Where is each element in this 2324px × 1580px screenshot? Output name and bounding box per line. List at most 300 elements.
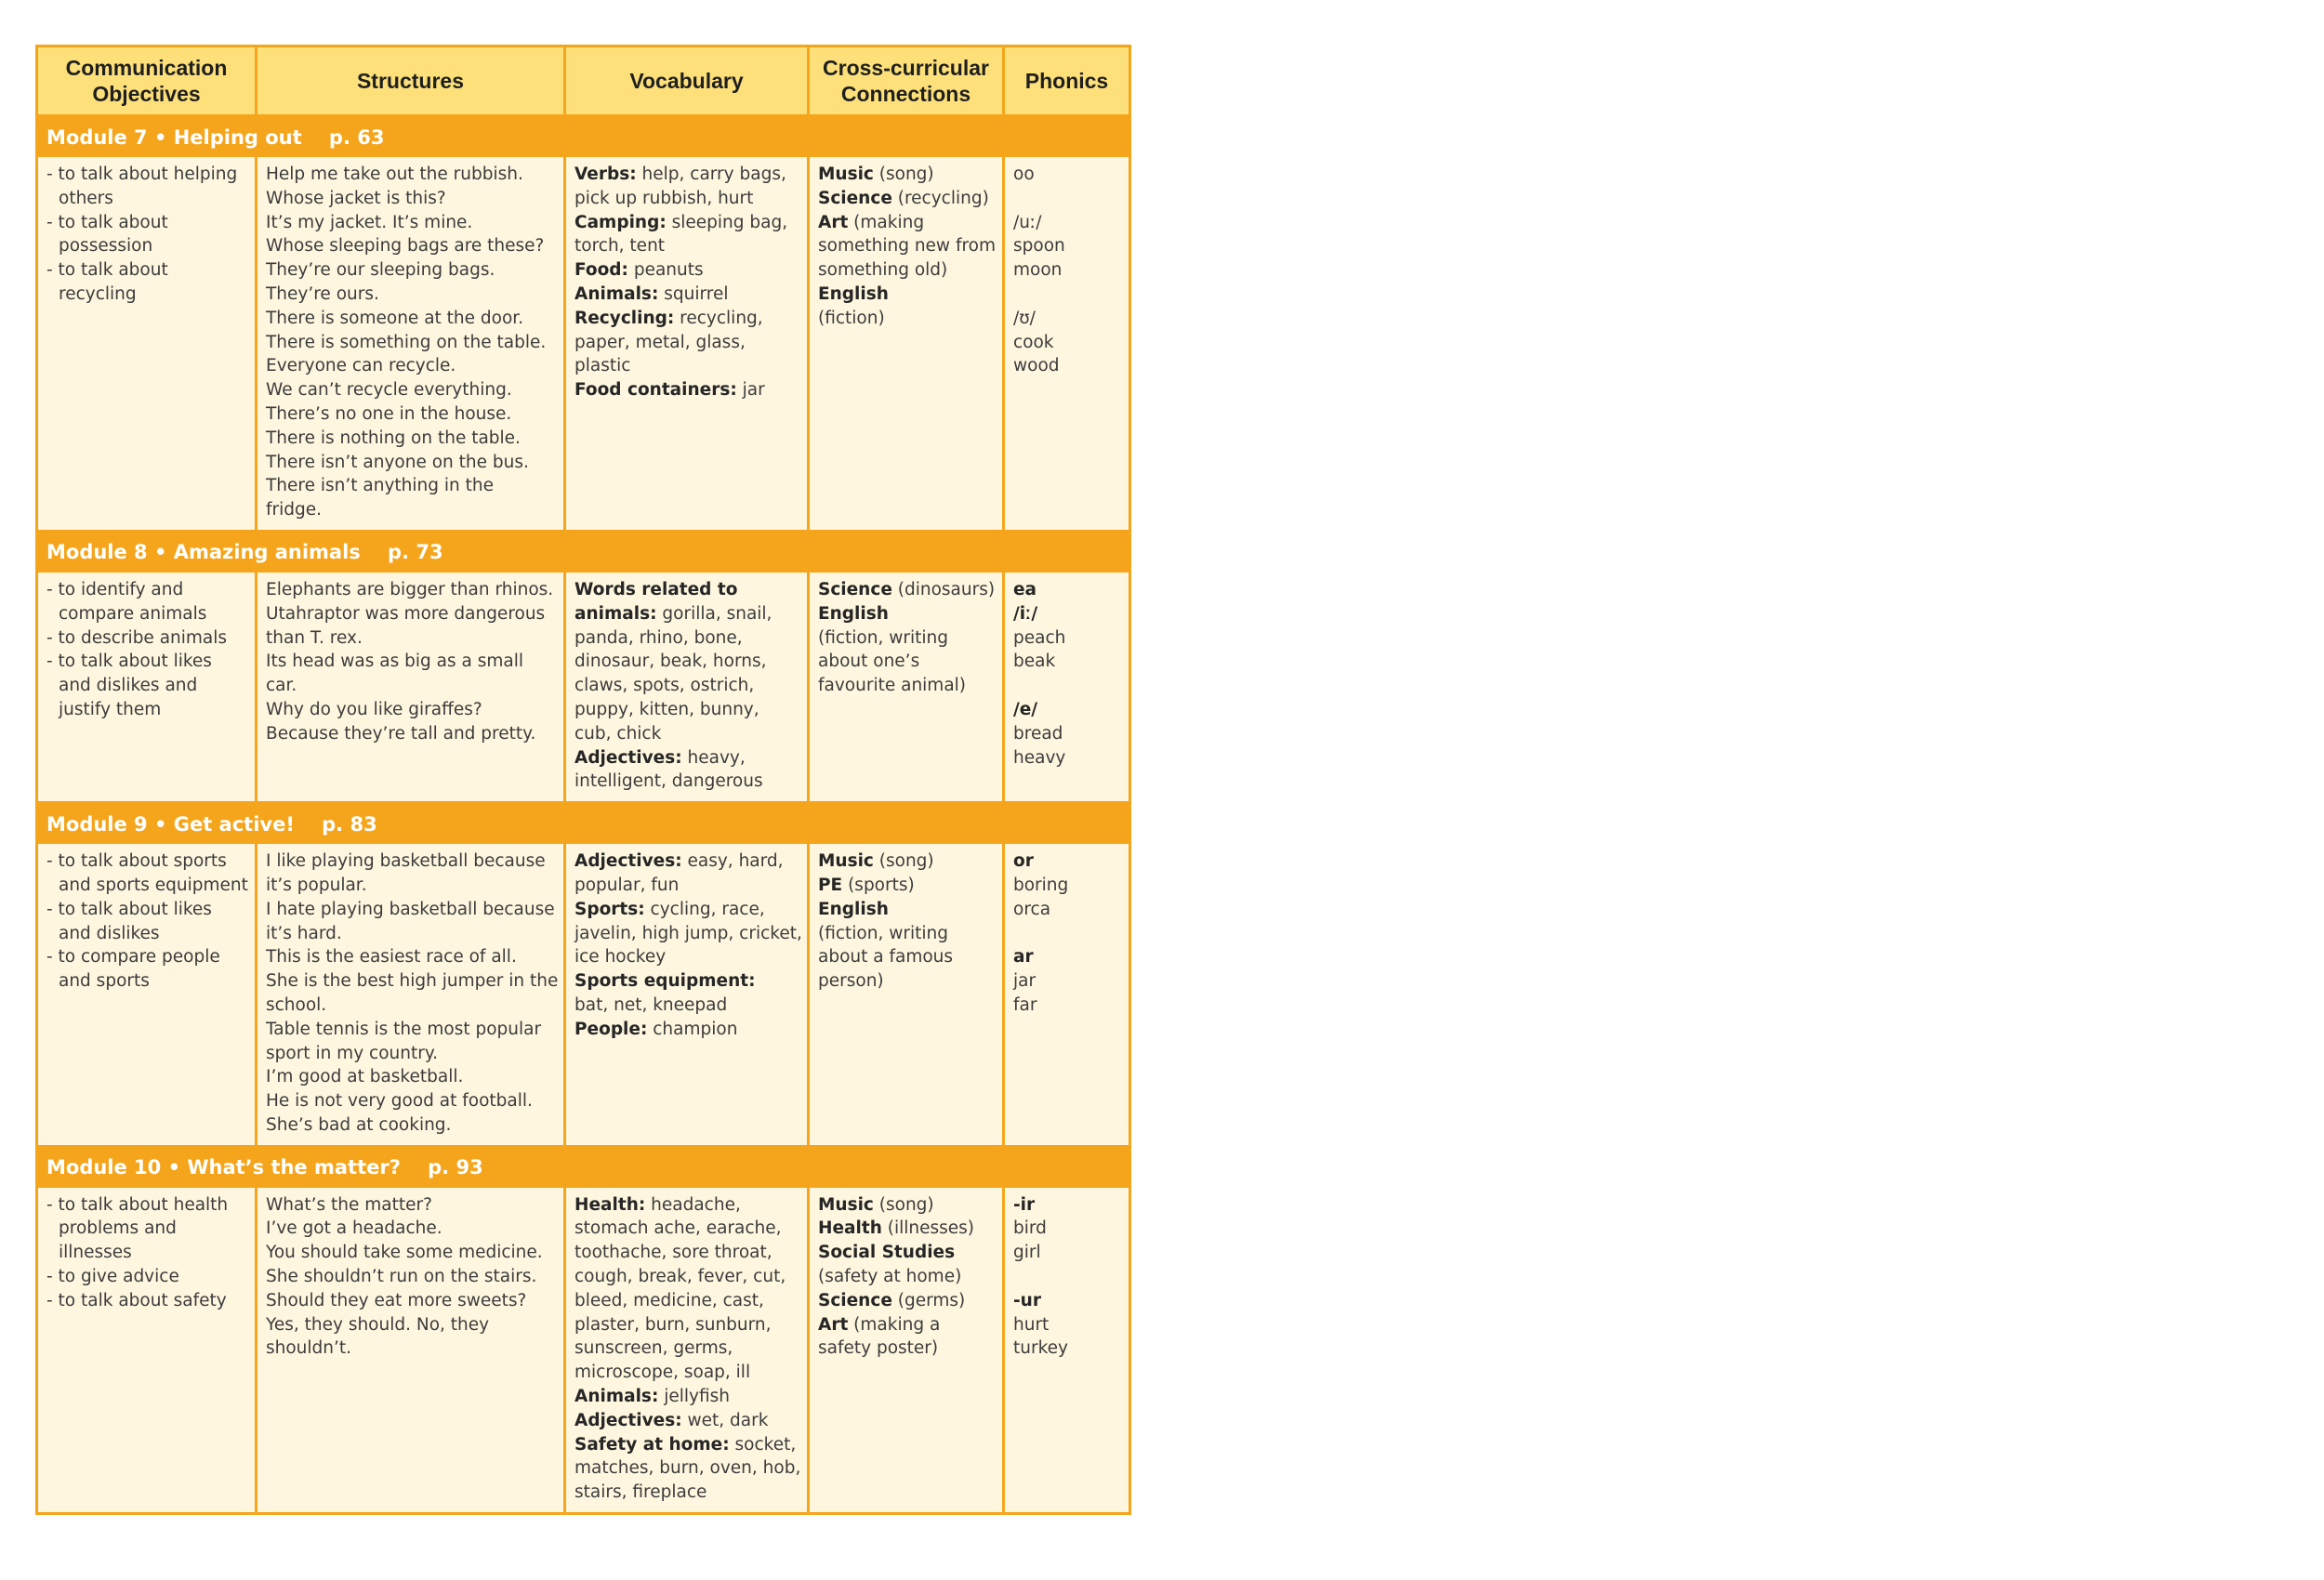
bold-label: English <box>818 283 889 304</box>
cell-line: school. <box>266 994 327 1015</box>
cell-line <box>574 331 800 355</box>
bold-label: Sports: <box>574 899 645 919</box>
structures-cell <box>257 573 565 803</box>
cell-line <box>1013 354 1122 378</box>
cell-line: Elephants are bigger than rhinos. <box>266 579 554 599</box>
objectives-cell <box>37 1188 257 1514</box>
line-text: (fiction, writing <box>818 627 948 648</box>
cell-line <box>1013 1336 1122 1361</box>
bold-label: Health <box>818 1218 882 1239</box>
cell-line <box>574 1289 800 1313</box>
module-row <box>37 1188 1130 1514</box>
header-phonics: Phonics <box>1004 46 1130 116</box>
line-text: popular, fun <box>574 875 680 895</box>
line-text: matches, burn, oven, hob, <box>574 1458 801 1479</box>
cell-line <box>574 1018 800 1042</box>
bold-label: animals: <box>574 603 657 624</box>
line-text: beak <box>1013 652 1056 672</box>
cell-line <box>1013 1241 1122 1265</box>
cell-line: There is something on the table. <box>266 332 547 352</box>
line-text: heavy, <box>681 747 746 768</box>
bold-label: Safety at home: <box>574 1434 730 1455</box>
cell-line <box>1013 874 1122 898</box>
line-text: (sports) <box>842 875 915 895</box>
module-row <box>37 157 1130 531</box>
cell-line <box>46 650 248 674</box>
cell-line: I hate playing basketball because <box>266 899 555 919</box>
bold-label: Animals: <box>574 1387 659 1407</box>
line-text: cycling, race, <box>644 899 765 919</box>
line-text: - to talk about likes <box>46 899 212 919</box>
cell-line: Because they’re tall and pretty. <box>266 723 536 744</box>
cell-line <box>574 698 800 722</box>
cell-line <box>46 922 248 946</box>
cell-line: Whose jacket is this? <box>266 188 446 208</box>
line-text: (germs) <box>891 1290 966 1310</box>
vocabulary-cell <box>565 844 809 1146</box>
cell-line <box>574 722 800 746</box>
line-text: something old) <box>818 260 948 281</box>
cell-line: There is someone at the door. <box>266 308 524 328</box>
line-text: - to talk about health <box>46 1194 229 1215</box>
module-title: Module 9 • Get active! p. 83 <box>37 803 1130 845</box>
line-text: bird <box>1013 1218 1047 1239</box>
cell-line <box>818 626 996 651</box>
line-text: compare animals <box>59 603 207 624</box>
cell-line <box>1013 1193 1122 1218</box>
bold-label: Science <box>818 1290 892 1310</box>
cell-line <box>574 874 800 898</box>
bold-label: Music <box>818 165 874 184</box>
line-text: panda, rhino, bone, <box>574 627 743 648</box>
line-text: safety poster) <box>818 1338 939 1359</box>
cell-line: She shouldn’t run on the stairs. <box>266 1267 537 1287</box>
line-text: jellyfish <box>658 1387 730 1407</box>
cell-line <box>46 234 248 258</box>
line-text: toothache, sore throat, <box>574 1243 772 1263</box>
line-text: - to talk about helping <box>46 165 238 184</box>
cell-line <box>574 922 800 946</box>
phonics-cell <box>1004 157 1130 531</box>
header-structures: Structures <box>257 46 565 116</box>
cell-line <box>818 874 996 898</box>
cell-line <box>46 187 248 211</box>
structures-cell <box>257 1188 565 1514</box>
cell-line <box>46 1241 248 1265</box>
cell-line <box>574 1193 800 1218</box>
line-text: - to talk about likes <box>46 652 212 672</box>
cell-line <box>818 283 996 307</box>
line-text: and sports <box>59 971 150 992</box>
cell-line: Everyone can recycle. <box>266 356 456 376</box>
header-row <box>37 46 1130 116</box>
module-row <box>37 573 1130 803</box>
cell-line <box>818 969 996 994</box>
line-text: - to talk about sports <box>46 851 227 872</box>
line-text: - to describe animals <box>46 627 228 648</box>
line-text: /ʊ/ <box>1013 308 1036 328</box>
line-text: (song) <box>873 165 934 184</box>
bold-label: Art <box>818 1314 849 1335</box>
structures-cell <box>257 844 565 1146</box>
line-text: (safety at home) <box>818 1267 962 1287</box>
cell-line <box>574 258 800 283</box>
cell-line <box>46 1289 248 1313</box>
bold-label: Food containers: <box>574 380 737 401</box>
cell-line <box>46 578 248 602</box>
line-text: and sports equipment <box>59 875 248 895</box>
cell-line <box>574 969 800 994</box>
objectives-cell <box>37 157 257 531</box>
module-row <box>37 844 1130 1146</box>
cell-line <box>574 746 800 770</box>
cell-line: There is nothing on the table. <box>266 428 521 448</box>
cell-line <box>1013 994 1122 1018</box>
line-text: and dislikes and <box>59 676 198 696</box>
bold-label: Food: <box>574 260 628 281</box>
phonics-cell <box>1004 573 1130 803</box>
cell-line <box>46 602 248 626</box>
line-text: something new from <box>818 236 996 257</box>
syllabus-table <box>35 45 1131 1515</box>
line-text: bleed, medicine, cast, <box>574 1290 764 1310</box>
line-text: gorilla, snail, <box>656 603 772 624</box>
cell-line: She’s bad at cooking. <box>266 1114 452 1135</box>
bold-label: Recycling: <box>574 308 675 328</box>
cell-line <box>1013 283 1122 307</box>
line-text: plastic <box>574 356 631 376</box>
vocabulary-cell <box>565 157 809 531</box>
bold-label: -ur <box>1013 1290 1041 1310</box>
module-title: Module 7 • Helping out p. 63 <box>37 116 1130 158</box>
cell-line: I’m good at basketball. <box>266 1067 464 1087</box>
line-text: bread <box>1013 723 1063 744</box>
line-text: cough, break, fever, cut, <box>574 1267 786 1287</box>
line-text: recycling <box>59 283 137 304</box>
cell-line <box>818 187 996 211</box>
header-objectives-line: Communication <box>65 56 228 80</box>
cell-line <box>574 898 800 922</box>
phonics-cell <box>1004 844 1130 1146</box>
bold-label: People: <box>574 1019 648 1039</box>
bold-label: Words related to <box>574 579 738 599</box>
module-band <box>37 1146 1130 1188</box>
line-text: hurt <box>1013 1314 1050 1335</box>
line-text: boring <box>1013 875 1069 895</box>
cell-line <box>574 626 800 651</box>
line-text: and dislikes <box>59 923 160 943</box>
cell-line <box>1013 307 1122 331</box>
cell-line <box>818 650 996 674</box>
cell-line: Why do you like giraffes? <box>266 699 482 719</box>
module-band <box>37 803 1130 845</box>
line-text: pick up rubbish, hurt <box>574 188 754 208</box>
line-text: torch, tent <box>574 236 666 257</box>
line-text: others <box>59 188 113 208</box>
cell-line <box>818 898 996 922</box>
cell-line <box>574 283 800 307</box>
cell-line: it’s popular. <box>266 875 367 895</box>
crosscurricular-cell <box>809 157 1004 531</box>
cell-line: shouldn’t. <box>266 1338 352 1359</box>
module-band <box>37 531 1130 573</box>
line-text: - to give advice <box>46 1267 179 1287</box>
cell-line: than T. rex. <box>266 627 363 648</box>
line-text: bat, net, kneepad <box>574 994 728 1015</box>
line-text: cub, chick <box>574 723 662 744</box>
bold-label: ar <box>1013 947 1034 968</box>
line-text: moon <box>1013 260 1063 281</box>
cell-line <box>818 1193 996 1218</box>
line-text: justify them <box>59 699 162 719</box>
bold-label: Animals: <box>574 283 659 304</box>
cell-line <box>574 1265 800 1289</box>
cell-line <box>574 674 800 698</box>
line-text: jar <box>736 380 765 401</box>
cell-line <box>818 1336 996 1361</box>
vocabulary-cell <box>565 1188 809 1514</box>
cell-line: This is the easiest race of all. <box>266 947 517 968</box>
cell-line <box>818 602 996 626</box>
cell-line <box>818 578 996 602</box>
line-text: (making <box>848 212 925 232</box>
cell-line: Utahraptor was more dangerous <box>266 603 546 624</box>
structures-cell <box>257 157 565 531</box>
bold-label: Social Studies <box>818 1243 956 1263</box>
bold-label: Camping: <box>574 212 667 232</box>
line-text: orca <box>1013 899 1051 919</box>
cell-line <box>818 307 996 331</box>
cell-line <box>574 354 800 378</box>
line-text: stairs, fireplace <box>574 1482 707 1503</box>
cell-line: Its head was as big as a small <box>266 652 523 672</box>
line-text: - to identify and <box>46 579 184 599</box>
cell-line <box>1013 163 1122 187</box>
cell-line <box>46 874 248 898</box>
line-text: stomach ache, earache, <box>574 1218 782 1239</box>
bold-label: English <box>818 603 889 624</box>
cell-line: Table tennis is the most popular <box>266 1019 542 1039</box>
header-objectives-line: Objectives <box>92 82 201 106</box>
cell-line <box>574 602 800 626</box>
cell-line: There isn’t anyone on the bus. <box>266 452 529 472</box>
bold-label: /iː/ <box>1013 603 1038 624</box>
bold-label: Art <box>818 212 849 232</box>
bold-label: -ir <box>1013 1194 1036 1215</box>
line-text: problems and <box>59 1218 177 1239</box>
line-text: turkey <box>1013 1338 1068 1359</box>
cell-line <box>1013 698 1122 722</box>
vocabulary-cell <box>565 573 809 803</box>
bold-label: Adjectives: <box>574 1410 682 1430</box>
cell-line: sport in my country. <box>266 1043 439 1063</box>
line-text: (illnesses) <box>881 1218 975 1239</box>
bold-label: Science <box>818 188 892 208</box>
cell-line <box>574 1361 800 1385</box>
cell-line <box>46 849 248 874</box>
line-text: peanuts <box>627 260 704 281</box>
line-text: (recycling) <box>891 188 989 208</box>
cell-line <box>574 1433 800 1457</box>
line-text: - to compare people <box>46 947 220 968</box>
cell-line <box>46 163 248 187</box>
line-text: help, carry bags, <box>636 165 786 184</box>
phonics-cell <box>1004 1188 1130 1514</box>
line-text: - to talk about <box>46 260 168 281</box>
line-text: - to talk about <box>46 212 168 232</box>
header-crosscurricular <box>809 46 1004 116</box>
cell-line <box>1013 849 1122 874</box>
cell-line <box>46 674 248 698</box>
cell-line: car. <box>266 676 297 696</box>
line-text: /uː/ <box>1013 212 1042 232</box>
cell-line <box>574 1336 800 1361</box>
cell-line: I’ve got a headache. <box>266 1218 442 1239</box>
bold-label: or <box>1013 851 1034 872</box>
cell-line: He is not very good at football. <box>266 1091 533 1112</box>
cell-line: They’re ours. <box>266 283 379 304</box>
cell-line <box>46 1217 248 1241</box>
cell-line <box>1013 650 1122 674</box>
line-text: paper, metal, glass, <box>574 332 746 352</box>
cell-line <box>818 945 996 969</box>
cell-line <box>46 258 248 283</box>
cell-line <box>46 945 248 969</box>
header-objectives <box>37 46 257 116</box>
line-text: (fiction, writing <box>818 923 948 943</box>
cell-line <box>818 234 996 258</box>
cell-line: We can’t recycle everything. <box>266 380 512 401</box>
crosscurricular-cell <box>809 1188 1004 1514</box>
cell-line <box>818 163 996 187</box>
line-text: (dinosaurs) <box>891 579 996 599</box>
cell-line: it’s hard. <box>266 923 342 943</box>
cell-line <box>1013 1265 1122 1289</box>
module-band <box>37 116 1130 158</box>
bold-label: Adjectives: <box>574 851 682 872</box>
header-crosscurricular-line: Connections <box>840 82 971 106</box>
line-text: wood <box>1013 356 1060 376</box>
line-text: easy, hard, <box>681 851 784 872</box>
line-text: plaster, burn, sunburn, <box>574 1314 772 1335</box>
cell-line <box>818 1265 996 1289</box>
cell-line <box>574 770 800 794</box>
crosscurricular-cell <box>809 844 1004 1146</box>
line-text: (making a <box>848 1314 941 1335</box>
cell-line <box>818 211 996 235</box>
line-text: about a famous <box>818 947 954 968</box>
cell-line <box>574 1481 800 1505</box>
bold-label: ea <box>1013 579 1037 599</box>
cell-line: It’s my jacket. It’s mine. <box>266 212 473 232</box>
cell-line <box>574 1241 800 1265</box>
cell-line <box>818 1217 996 1241</box>
cell-line <box>1013 602 1122 626</box>
cell-line <box>46 698 248 722</box>
cell-line <box>574 578 800 602</box>
cell-line: Help me take out the rubbish. <box>266 165 523 184</box>
cell-line <box>574 378 800 402</box>
cell-line <box>1013 626 1122 651</box>
bold-label: Health: <box>574 1194 646 1215</box>
cell-line <box>574 650 800 674</box>
bold-label: Music <box>818 1194 874 1215</box>
cell-line: You should take some medicine. <box>266 1243 543 1263</box>
line-text: claws, spots, ostrich, <box>574 676 755 696</box>
cell-line <box>1013 746 1122 770</box>
cell-line <box>574 994 800 1018</box>
cell-line <box>818 258 996 283</box>
line-text: illnesses <box>59 1243 132 1263</box>
line-text: socket, <box>729 1434 797 1455</box>
line-text: wet, dark <box>681 1410 769 1430</box>
cell-line <box>46 898 248 922</box>
cell-line <box>1013 331 1122 355</box>
line-text: peach <box>1013 627 1066 648</box>
line-text: sleeping bag, <box>666 212 788 232</box>
cell-line <box>1013 1289 1122 1313</box>
cell-line <box>574 211 800 235</box>
line-text: possession <box>59 236 153 257</box>
cell-line <box>818 1241 996 1265</box>
line-text: puppy, kitten, bunny, <box>574 699 759 719</box>
line-text: spoon <box>1013 236 1065 257</box>
cell-line <box>574 1409 800 1433</box>
cell-line: Yes, they should. No, they <box>266 1314 490 1335</box>
bold-label: Adjectives: <box>574 747 682 768</box>
line-text: about one’s <box>818 652 920 672</box>
line-text: champion <box>647 1019 738 1039</box>
line-text: dinosaur, beak, horns, <box>574 652 767 672</box>
objectives-cell <box>37 844 257 1146</box>
bold-label: Sports equipment: <box>574 971 756 992</box>
crosscurricular-cell <box>809 573 1004 803</box>
cell-line: Whose sleeping bags are these? <box>266 236 545 257</box>
cell-line <box>1013 922 1122 946</box>
line-text: oo <box>1013 165 1035 184</box>
cell-line <box>818 1289 996 1313</box>
cell-line <box>1013 674 1122 698</box>
line-text: sunscreen, germs, <box>574 1338 733 1359</box>
modules-body <box>37 116 1130 1514</box>
cell-line <box>46 211 248 235</box>
module-title: Module 10 • What’s the matter? p. 93 <box>37 1146 1130 1188</box>
cell-line <box>574 849 800 874</box>
cell-line <box>1013 187 1122 211</box>
cell-line <box>574 1385 800 1409</box>
cell-line <box>574 234 800 258</box>
bold-label: /e/ <box>1013 699 1038 719</box>
line-text: favourite animal) <box>818 676 967 696</box>
cell-line <box>818 922 996 946</box>
cell-line <box>1013 969 1122 994</box>
cell-line <box>818 674 996 698</box>
cell-line <box>1013 1313 1122 1337</box>
cell-line <box>1013 722 1122 746</box>
cell-line: What’s the matter? <box>266 1194 432 1215</box>
line-text: squirrel <box>658 283 729 304</box>
cell-line <box>1013 898 1122 922</box>
cell-line <box>1013 1217 1122 1241</box>
cell-line <box>46 1193 248 1218</box>
line-text: intelligent, dangerous <box>574 771 763 792</box>
cell-line: They’re our sleeping bags. <box>266 260 495 281</box>
cell-line <box>574 1313 800 1337</box>
line-text: cook <box>1013 332 1054 352</box>
cell-line <box>818 849 996 874</box>
line-text: (song) <box>873 851 934 872</box>
cell-line: Should they eat more sweets? <box>266 1290 527 1310</box>
